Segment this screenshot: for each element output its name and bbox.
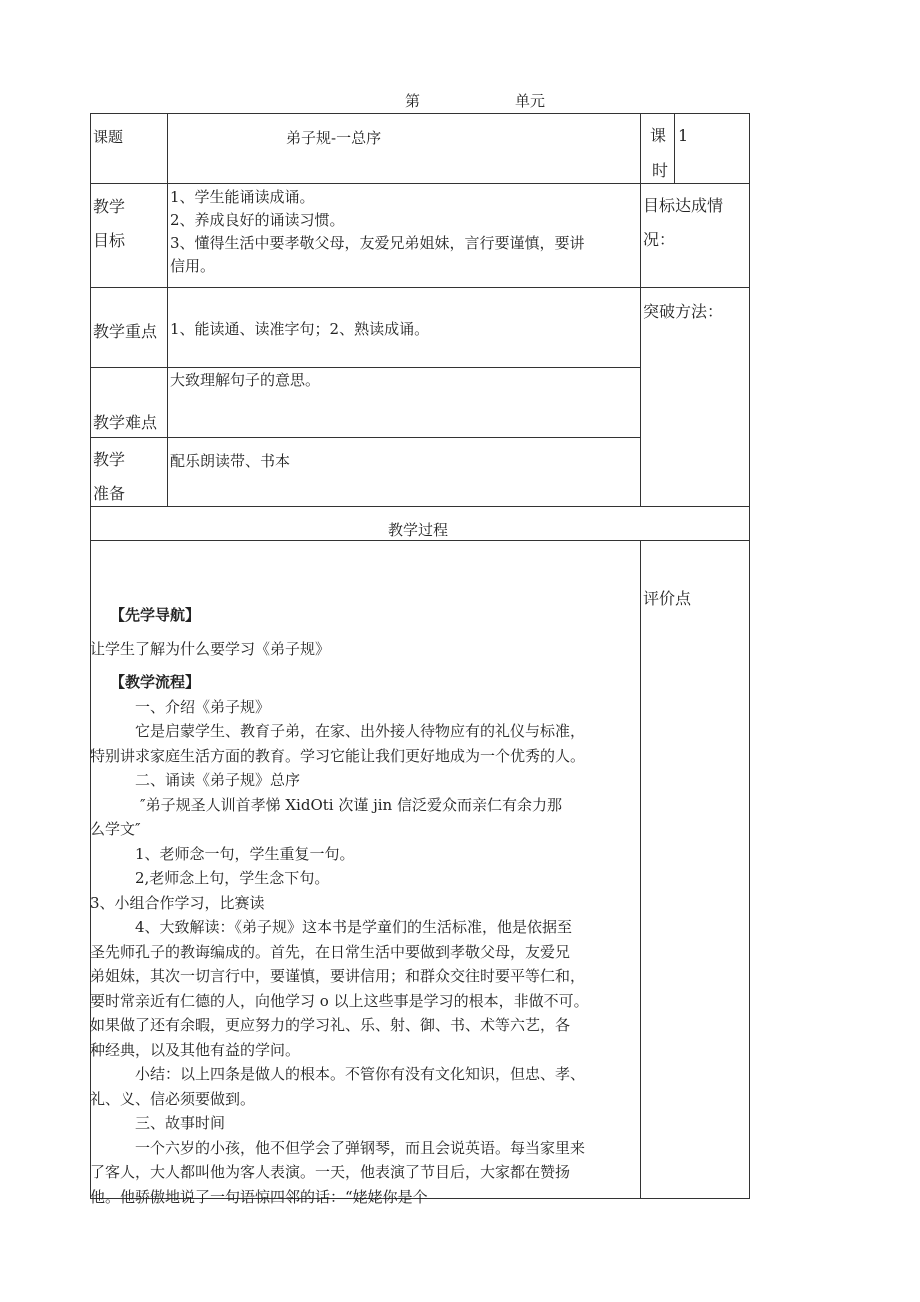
difficulty-label: 教学难点: [93, 413, 158, 432]
paragraph-line: 4、大致解读：《弟子规》这本书是学童们的生活标准，他是依据至: [135, 918, 573, 936]
lesson-title-label: 课题: [93, 128, 124, 146]
paragraph-line: 么学文″: [90, 820, 141, 838]
paragraph-line: 三、故事时间: [135, 1114, 226, 1132]
paragraph-line: 1、老师念一句，学生重复一句。: [135, 844, 355, 863]
goal-item: 1、学生能诵读成诵。: [170, 188, 315, 206]
paragraph-line: 弟姐妹，其次一切言行中，要谨慎，要讲信用；和群众交往时要平等仁和，: [90, 967, 586, 985]
paragraph-line: 特别讲求家庭生活方面的教育。学习它能让我们更好地成为一个优秀的人。: [90, 746, 586, 765]
lesson-hours-value: 1: [678, 126, 689, 145]
goals-status-label-1: 目标达成情: [643, 196, 724, 215]
table-line: [640, 113, 641, 507]
goals-label-1: 教学: [93, 197, 126, 216]
process-heading: 教学过程: [388, 521, 449, 539]
section-heading: 【先学导航】: [110, 606, 201, 624]
paragraph-line: ″弟子规圣人训首孝悌 XidOti 次谨 jin 信泛爱众而亲仁有余力那: [140, 795, 562, 814]
table-line: [640, 540, 641, 1199]
paragraph-line: 要时常亲近有仁德的人，向他学习 o 以上这些事是学习的根本，非做不可。: [90, 991, 589, 1010]
table-line: [90, 506, 750, 507]
paragraph-line: 他。他骄傲地说了一句语惊四邻的话：“姥姥你是个: [90, 1187, 428, 1206]
evaluation-label: 评价点: [643, 589, 692, 608]
table-line: [90, 113, 750, 114]
paragraph-line: 一、介绍《弟子规》: [135, 697, 271, 716]
difficulty-content: 大致理解句子的意思。: [170, 371, 321, 389]
table-line: [90, 183, 750, 184]
breakthrough-method-label: 突破方法：: [643, 302, 724, 321]
paragraph-line: 小结：以上四条是做人的根本。不管你有没有文化知识，但忠、孝、: [135, 1065, 586, 1083]
preparation-label-2: 准备: [93, 484, 126, 503]
unit-header-part1: 第: [405, 92, 421, 110]
paragraph-line: 3、小组合作学习，比赛读: [90, 893, 265, 912]
paragraph-line: 一个六岁的小孩，他不但学会了弹钢琴，而且会说英语。每当家里来: [135, 1138, 586, 1157]
goal-item: 信用。: [170, 257, 216, 275]
goals-list: [170, 186, 640, 278]
paragraph-line: 了客人，大人都叫他为客人表演。一天，他表演了节目后，大家都在赞扬: [90, 1163, 571, 1181]
preparation-label-1: 教学: [93, 450, 126, 469]
paragraph-line: 圣先师孔子的教诲编成的。首先，在日常生活中要做到孝敬父母，友爱兄: [90, 942, 571, 961]
key-points-content: 1、能读通、读准字句；2、熟读成诵。: [170, 320, 430, 338]
paragraph-line: 礼、义、信必须要做到。: [90, 1089, 256, 1108]
lesson-hours-label-1: 课: [650, 126, 667, 145]
paragraph-line: 种经典，以及其他有益的学问。: [90, 1040, 301, 1059]
paragraph-line: 它是启蒙学生、教育子弟，在家、出外接人待物应有的礼仪与标准，: [135, 722, 586, 740]
unit-header-part2: 单元: [514, 92, 545, 110]
table-line: [90, 287, 750, 288]
preparation-content: 配乐朗读带、书本: [170, 452, 291, 470]
table-line: [749, 113, 750, 1199]
table-line: [90, 437, 640, 438]
paragraph-line: 2,老师念上句，学生念下句。: [135, 869, 330, 887]
table-line: [90, 367, 640, 368]
goals-status-label-2: 况：: [643, 230, 676, 249]
goal-item: 2、养成良好的诵读习惯。: [170, 211, 345, 229]
process-content: [90, 602, 638, 1209]
table-line: [674, 113, 675, 184]
goals-label-2: 目标: [93, 231, 126, 250]
key-points-label: 教学重点: [93, 322, 158, 341]
goal-item: 3、懂得生活中要孝敬父母，友爱兄弟姐妹，言行要谨慎，要讲: [170, 234, 585, 252]
paragraph-line: 让学生了解为什么要学习《弟子规》: [90, 640, 331, 658]
paragraph-line: 二、诵读《弟子规》总序: [135, 771, 301, 789]
lesson-title: 弟子规-一总序: [286, 129, 382, 147]
paragraph-line: 如果做了还有余暇，更应努力的学习礼、乐、射、御、书、术等六艺，各: [90, 1016, 571, 1034]
section-heading: 【教学流程】: [110, 673, 201, 691]
lesson-hours-label-2: 时: [652, 161, 669, 180]
table-line: [167, 113, 168, 507]
